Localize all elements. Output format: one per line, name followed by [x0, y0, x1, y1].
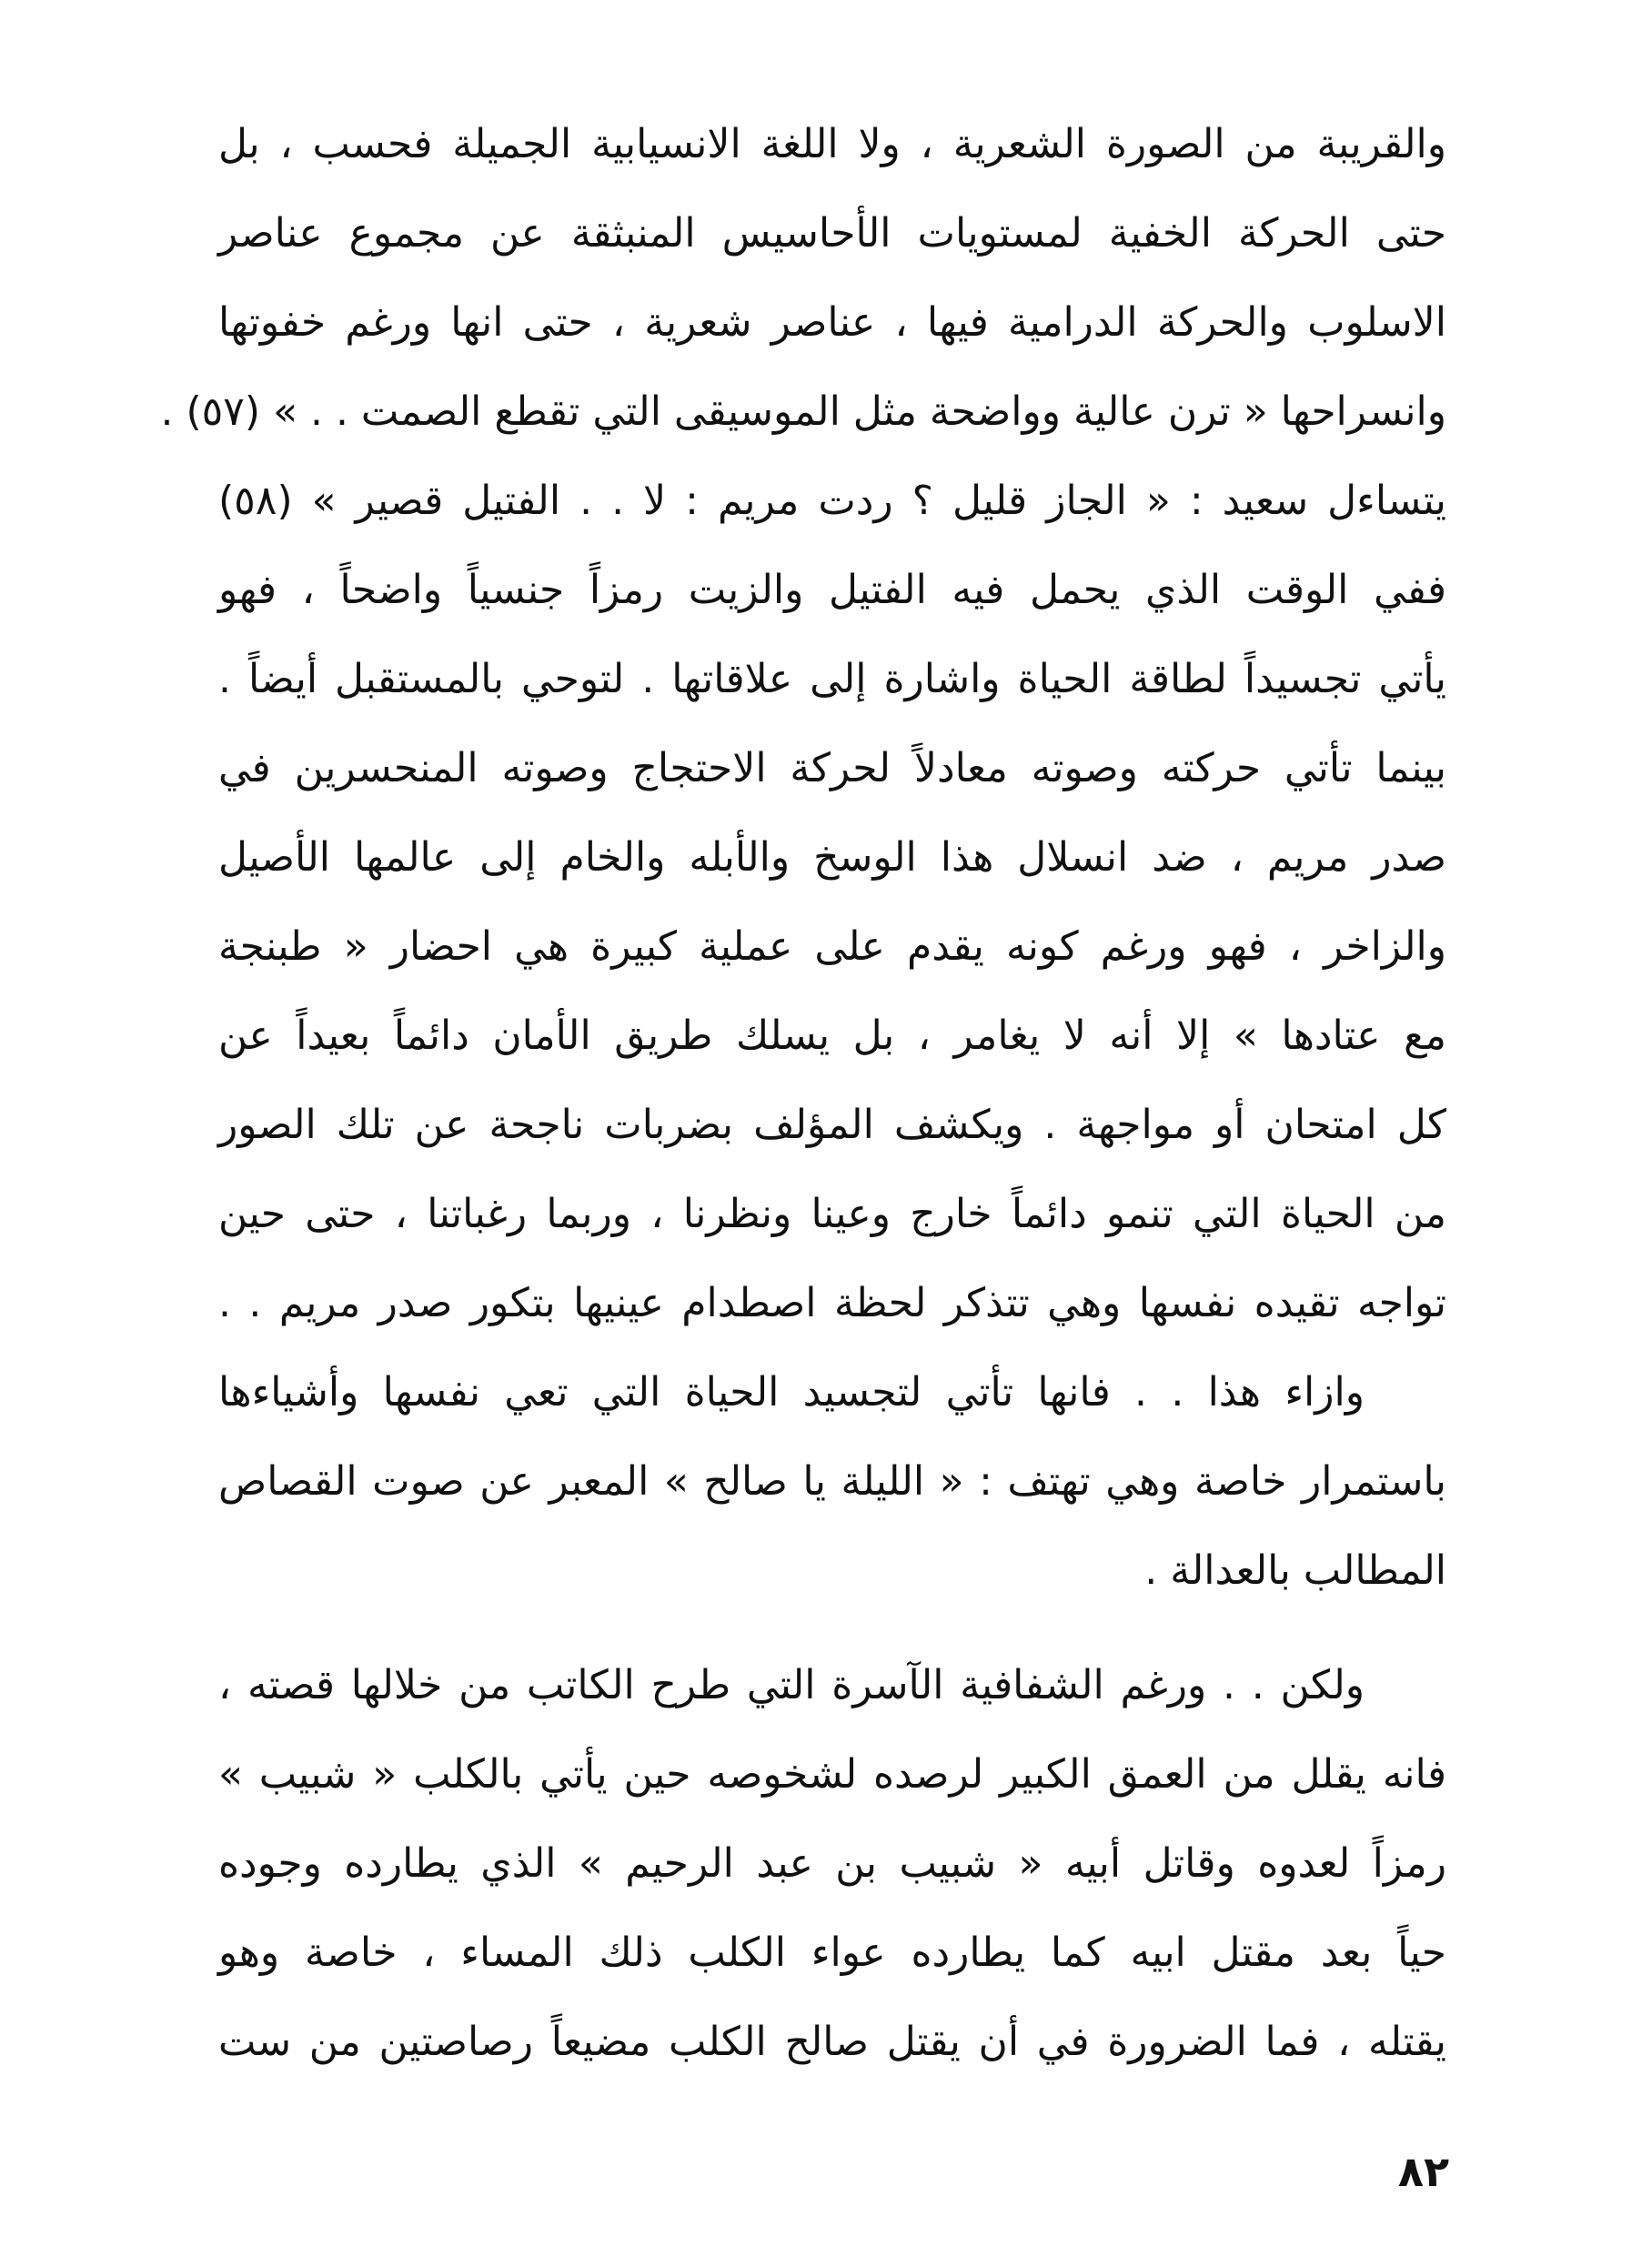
text-line: يأتي تجسيداً لطاقة الحياة واشارة إلى علاقاتها . لتوحي بالمستقبل أيضاً . — [218, 656, 1446, 702]
text-line: رمزاً لعدوه وقاتل أبيه « شبيب بن عبد الرحيم » الذي يطارده وجوده — [218, 1840, 1446, 1887]
text-line: كل امتحان أو مواجهة . ويكشف المؤلف بضربات ناجحة عن تلك الصور — [218, 1102, 1446, 1148]
paragraph-gap — [218, 1616, 1446, 1641]
text-line: المطالب بالعدالة . — [1144, 1547, 1446, 1594]
text-line: والقريبة من الصورة الشعرية ، ولا اللغة الانسيابية الجميلة فحسب ، بل — [218, 121, 1446, 167]
page-number: ٨٢ — [1397, 2147, 1450, 2196]
text-line: يتساءل سعيد : « الجاز قليل ؟ ردت مريم : لا . . الفتيل قصير » (٥٨) — [218, 478, 1446, 524]
body-text — [160, 100, 1446, 2087]
text-line: حياً بعد مقتل ابيه كما يطارده عواء الكلب ذلك المساء ، خاصة وهو — [218, 1929, 1446, 1976]
text-line: والزاخر ، فهو ورغم كونه يقدم على عملية كبيرة هي احضار « طبنجة — [218, 923, 1446, 970]
text-line: وازاء هذا . . فانها تأتي لتجسيد الحياة التي تعي نفسها وأشياءها — [218, 1369, 1365, 1416]
text-line: يقتله ، فما الضرورة في أن يقتل صالح الكلب مضيعاً رصاصتين من ست — [218, 2019, 1446, 2065]
text-line: حتى الحركة الخفية لمستويات الأحاسيس المنبثقة عن مجموع عناصر — [218, 210, 1446, 257]
text-line: الاسلوب والحركة الدرامية فيها ، عناصر شعرية ، حتى انها ورغم خفوتها — [218, 299, 1446, 346]
text-line: تواجه تقيده نفسها وهي تتذكر لحظة اصطدام عينيها بتكور صدر مريم . . — [218, 1280, 1446, 1326]
text-line: بينما تأتي حركته وصوته معادلاً لحركة الاحتجاج وصوته المنحسرين في — [218, 745, 1446, 791]
text-line: وانسراحها « ترن عالية وواضحة مثل الموسيقى التي تقطع الصمت . . » (٥٧) . — [160, 388, 1446, 435]
text-line: ولكن . . ورغم الشفافية الآسرة التي طرح الكاتب من خلالها قصته ، — [218, 1662, 1365, 1708]
text-line: باستمرار خاصة وهي تهتف : « الليلة يا صالح » المعبر عن صوت القصاص — [218, 1458, 1446, 1505]
text-line: من الحياة التي تنمو دائماً خارج وعينا ونظرنا ، وربما رغباتنا ، حتى حين — [218, 1191, 1446, 1237]
text-line: صدر مريم ، ضد انسلال هذا الوسخ والأبله والخام إلى عالمها الأصيل — [218, 834, 1446, 881]
text-line: مع عتادها » إلا أنه لا يغامر ، بل يسلك طريق الأمان دائماً بعيداً عن — [218, 1013, 1446, 1059]
text-line: ففي الوقت الذي يحمل فيه الفتيل والزيت رمزاً جنسياً واضحاً ، فهو — [218, 567, 1446, 613]
text-line: فانه يقلل من العمق الكبير لرصده لشخوصه حين يأتي بالكلب « شبيب » — [218, 1751, 1446, 1798]
